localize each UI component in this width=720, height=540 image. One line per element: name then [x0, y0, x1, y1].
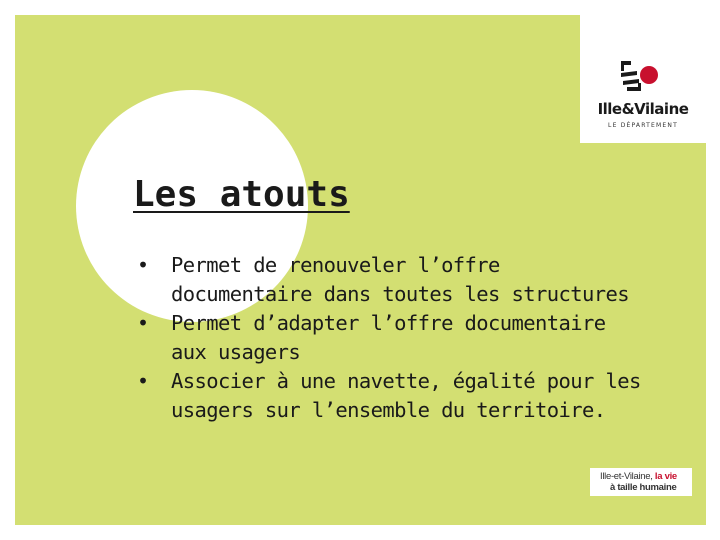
- logo-name: Ille&Vilaine: [597, 100, 689, 118]
- tagline-part-1: Ille-et-Vilaine,: [600, 471, 655, 482]
- bullet-glyph: •: [137, 311, 149, 335]
- tagline-line-1: [600, 471, 677, 482]
- bullet-text: Permet d’adapter l’offre documentaire aux usagers: [171, 311, 606, 364]
- bullet-item: [133, 251, 693, 309]
- bullet-item: [133, 367, 693, 425]
- slide-title: Les atouts: [133, 174, 350, 215]
- tagline-highlight: la vie: [654, 471, 677, 482]
- department-logo: [580, 15, 706, 143]
- tagline-box: [590, 468, 692, 496]
- bullet-text: Permet de renouveler l’offre documentaire dans toutes les structures: [171, 253, 629, 306]
- logo-subtitle: LE DÉPARTEMENT: [608, 122, 678, 129]
- ille-et-vilaine-emblem-icon: [617, 61, 667, 97]
- bullet-text: Associer à une navette, égalité pour les usagers sur l’ensemble du territoire.: [171, 369, 641, 422]
- tagline-line-2: à taille humaine: [610, 482, 677, 493]
- bullet-glyph: •: [137, 369, 149, 393]
- bullet-glyph: •: [137, 253, 149, 277]
- bullet-item: [133, 309, 693, 367]
- bullet-list: [133, 251, 693, 425]
